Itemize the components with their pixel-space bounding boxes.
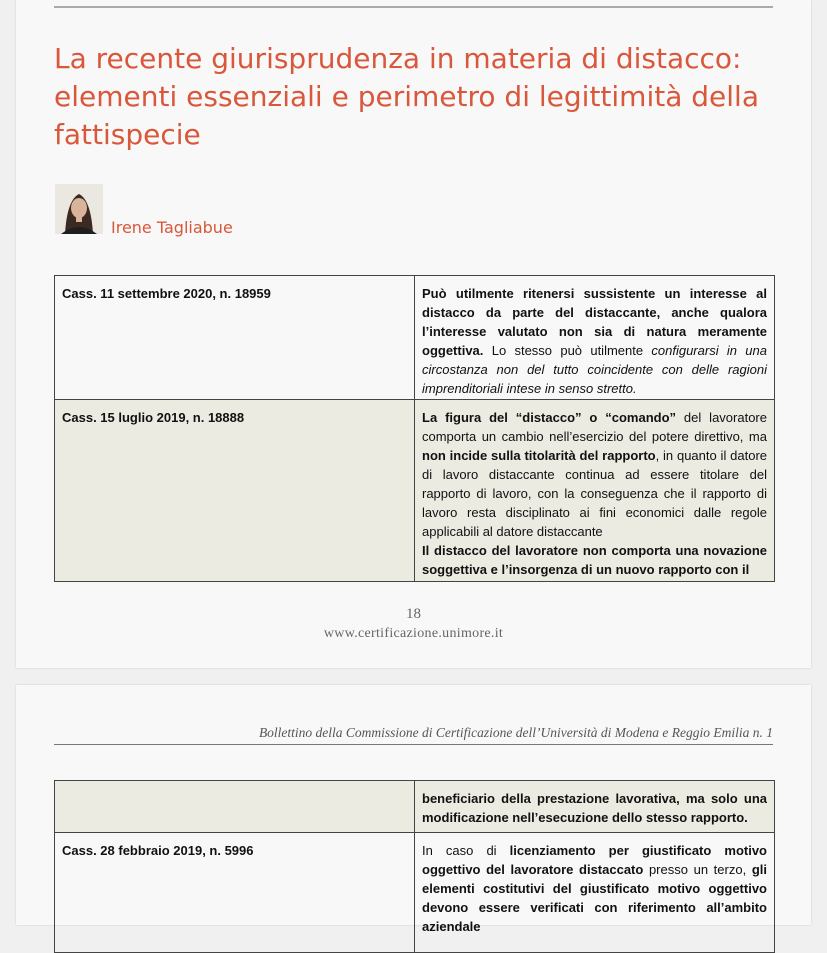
table-row	[55, 276, 775, 400]
case-summary	[415, 781, 775, 833]
case-citation: Cass. 15 luglio 2019, n. 18888	[55, 400, 415, 582]
table-row	[55, 400, 775, 582]
text-run: Può utilmente ritenersi sussistente un interesse al distacco da parte del distaccante, anche qualora l’interesse valutato non sia di natura meramente oggettiva.	[422, 286, 767, 358]
text-run: licenziamento per giustificato motivo oggettivo del lavoratore distaccato	[422, 843, 767, 877]
article-title: La recente giurisprudenza in materia di distacco: elementi essenziali e perimetro di legittimità della fattispecie	[54, 42, 759, 151]
website-footer: www.certificazione.unimore.it	[323, 626, 504, 641]
text-run: configurarsi in una circostanza non del tutto coincidente con delle ragioni imprenditoriali intese in senso stretto.	[422, 343, 767, 396]
text-run: In caso di	[422, 843, 510, 858]
text-run: del lavoratore comporta un cambio nell’esercizio del potere direttivo, ma	[422, 410, 767, 444]
author-name: Irene Tagliabue	[111, 218, 233, 237]
text-run: gli elementi costitutivi del giustificato motivo oggettivo devono essere verificati con riferimento all’ambito aziendale	[422, 862, 767, 934]
author-photo	[55, 184, 103, 234]
text-run: La figura del “distacco” o “comando”	[422, 410, 677, 425]
case-summary	[415, 833, 775, 953]
text-run: beneficiario della prestazione lavorativa, ma solo una modificazione nell’esecuzione dello stesso rapporto.	[422, 791, 767, 825]
text-run: presso un terzo,	[643, 862, 752, 877]
case-summary	[415, 276, 775, 400]
table-row	[55, 781, 775, 833]
text-run: Il distacco del lavoratore non comporta una novazione soggettiva e l’insorgenza di un nuovo rapporto con il	[422, 543, 767, 577]
text-run: , in quanto il datore di lavoro distaccante continua ad essere titolare del rapporto di lavoro, con la conseguenza che il rapporto di lavoro resta disciplinato ai fini economici dalle regole applicabili al datore distaccante	[422, 448, 768, 539]
case-citation	[55, 781, 415, 833]
document-page-19	[16, 685, 811, 934]
text-run: Lo stesso può utilmente	[483, 343, 652, 358]
case-citation: Cass. 11 settembre 2020, n. 18959	[55, 276, 415, 400]
case-table	[54, 780, 775, 953]
page-number: 18	[406, 606, 421, 622]
table-row	[55, 833, 775, 953]
text-run: non incide sulla titolarità del rapporto	[422, 448, 656, 463]
top-rule	[54, 6, 773, 8]
running-header: Bollettino della Commissione di Certificazione dell’Università di Modena e Reggio Emilia n. 1	[258, 725, 773, 740]
document-page-18	[16, 0, 811, 668]
case-summary	[415, 400, 775, 582]
case-table	[54, 275, 775, 582]
header-rule	[54, 744, 773, 745]
case-citation: Cass. 28 febbraio 2019, n. 5996	[55, 833, 415, 953]
